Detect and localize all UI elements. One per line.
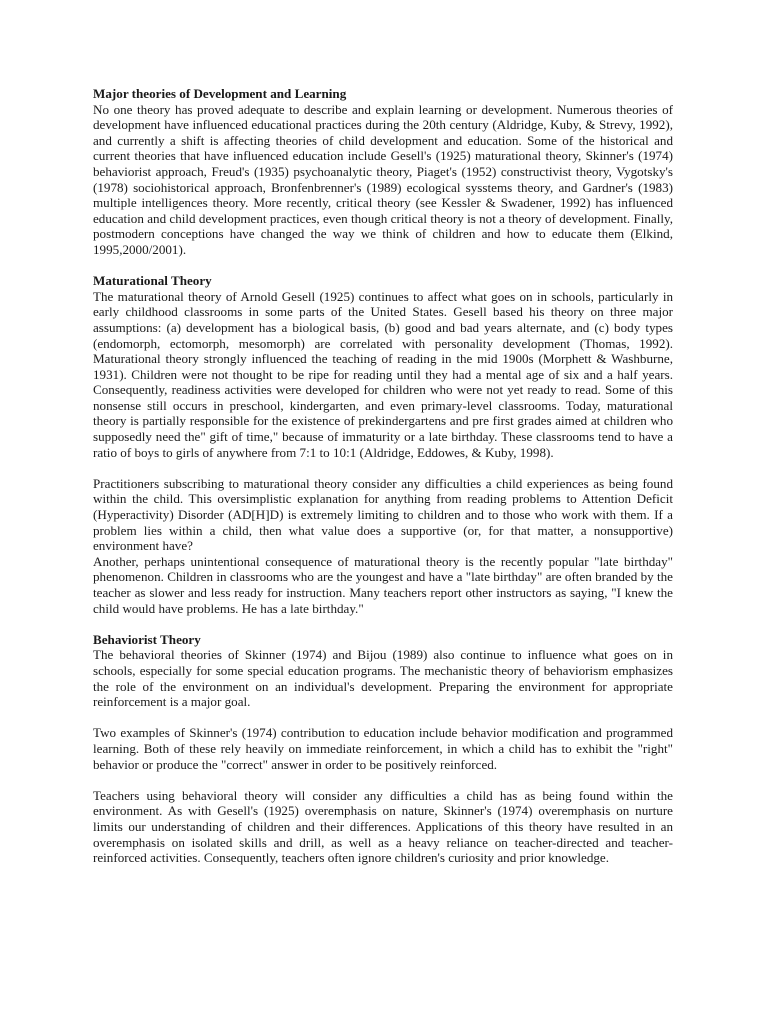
section-heading-maturational-theory: Maturational Theory — [93, 273, 212, 289]
paragraph-spacer — [93, 616, 673, 632]
paragraph-spacer — [93, 258, 673, 274]
paragraph-spacer — [93, 710, 673, 726]
document-page — [93, 86, 673, 866]
section-heading-major-theories: Major theories of Development and Learning — [93, 86, 347, 101]
paragraph-spacer — [93, 460, 673, 476]
paragraph-behaviorist-2: Two examples of Skinner's (1974) contribution to education include behavior modification and programmed learning. Both of these rely heavily on immediate reinforcement, in which a child has to exhibit the "right" behavior or produce the "correct" answer in order to be positively reinforced. — [93, 725, 673, 772]
section-heading-behaviorist-theory: Behaviorist Theory — [93, 631, 201, 647]
paragraph-maturational-2: Practitioners subscribing to maturational theory consider any difficulties a child experiences as being found within the child. This oversimplistic explanation for anything from reading problems to Attention Deficit (Hyperactivity) Disorder (AD[H]D) is extremely limiting to children and to those who work with them. If a problem lies within a child, then what value does a supportive (or, for that matter, a nonsupportive) environment have? — [93, 475, 673, 554]
paragraph-behaviorist-3: Teachers using behavioral theory will consider any difficulties a child has as being found within the environment. As with Gesell's (1925) overemphasis on nature, Skinner's (1974) overemphasis on nurture limits our understanding of children and their differences. Applications of this theory have resulted in an overemphasis on isolated skills and drill, as well as a heavy reliance on teacher-directed and teacher-reinforced activities. Consequently, teachers often ignore children's curiosity and prior knowledge. — [93, 787, 673, 866]
paragraph-maturational-3: Another, perhaps unintentional consequence of maturational theory is the recently popular "late birthday" phenomenon. Children in classrooms who are the youngest and have a "late birthday" are often branded by the teacher as slower and less ready for instruction. Many teachers report other instructors as saying, "I knew the child would have problems. He has a late birthday." — [93, 553, 673, 616]
paragraph-intro: No one theory has proved adequate to describe and explain learning or development. Numerous theories of development have influenced educational practices during the 20th century (Aldridge, Kuby, & Strevy, 1992), and currently a shift is affecting theories of child development and education. Some of the historical and current theories that have influenced education include Gesell's (1925) maturational theory, Skinner's (1974) behaviorist approach, Freud's (1935) psychoanalytic theory, Piaget's (1952) constructivist theory, Vygotsky's (1978) sociohistorical approach, Bronfenbrenner's (1989) ecological sysstems theory, and Gardner's (1983) multiple intelligences theory. More recently, critical theory (see Kessler & Swadener, 1992) has influenced education and child development practices, even though critical theory is not a theory of development. Finally, postmodern conceptions have changed the way we think of children and how to educate them (Elkind, 1995,2000/2001). — [93, 101, 673, 257]
paragraph-spacer — [93, 772, 673, 788]
paragraph-maturational-1: The maturational theory of Arnold Gesell (1925) continues to affect what goes on in schools, particularly in early childhood classrooms in some parts of the United States. Gesell based his theory on three major assumptions: (a) development has a biological basis, (b) good and bad years alternate, and (c) body types (endomorph, ectomorph, mesomorph) are correlated with personality development (Thomas, 1992). Maturational theory strongly influenced the teaching of reading in the mid 1900s (Morphett & Washburne, 1931). Children were not thought to be ripe for reading until they had a mental age of six and a half years. Consequently, readiness activities were developed for children who were not yet ready to read. Some of this nonsense still occurs in preschool, kindergarten, and even primary-level classrooms. Today, maturational theory is partially responsible for the existence of prekindergartens and pre first grades aimed at children who supposedly need the" gift of time," because of immaturity or a late birthday. These classrooms tend to have a ratio of boys to girls of anywhere from 7:1 to 10:1 (Aldridge, Eddowes, & Kuby, 1998). — [93, 288, 673, 460]
paragraph-behaviorist-1: The behavioral theories of Skinner (1974) and Bijou (1989) also continue to influence what goes on in schools, especially for some special education programs. The mechanistic theory of behaviorism emphasizes the role of the environment on an individual's development. Preparing the environment for appropriate reinforcement is a major goal. — [93, 647, 673, 710]
